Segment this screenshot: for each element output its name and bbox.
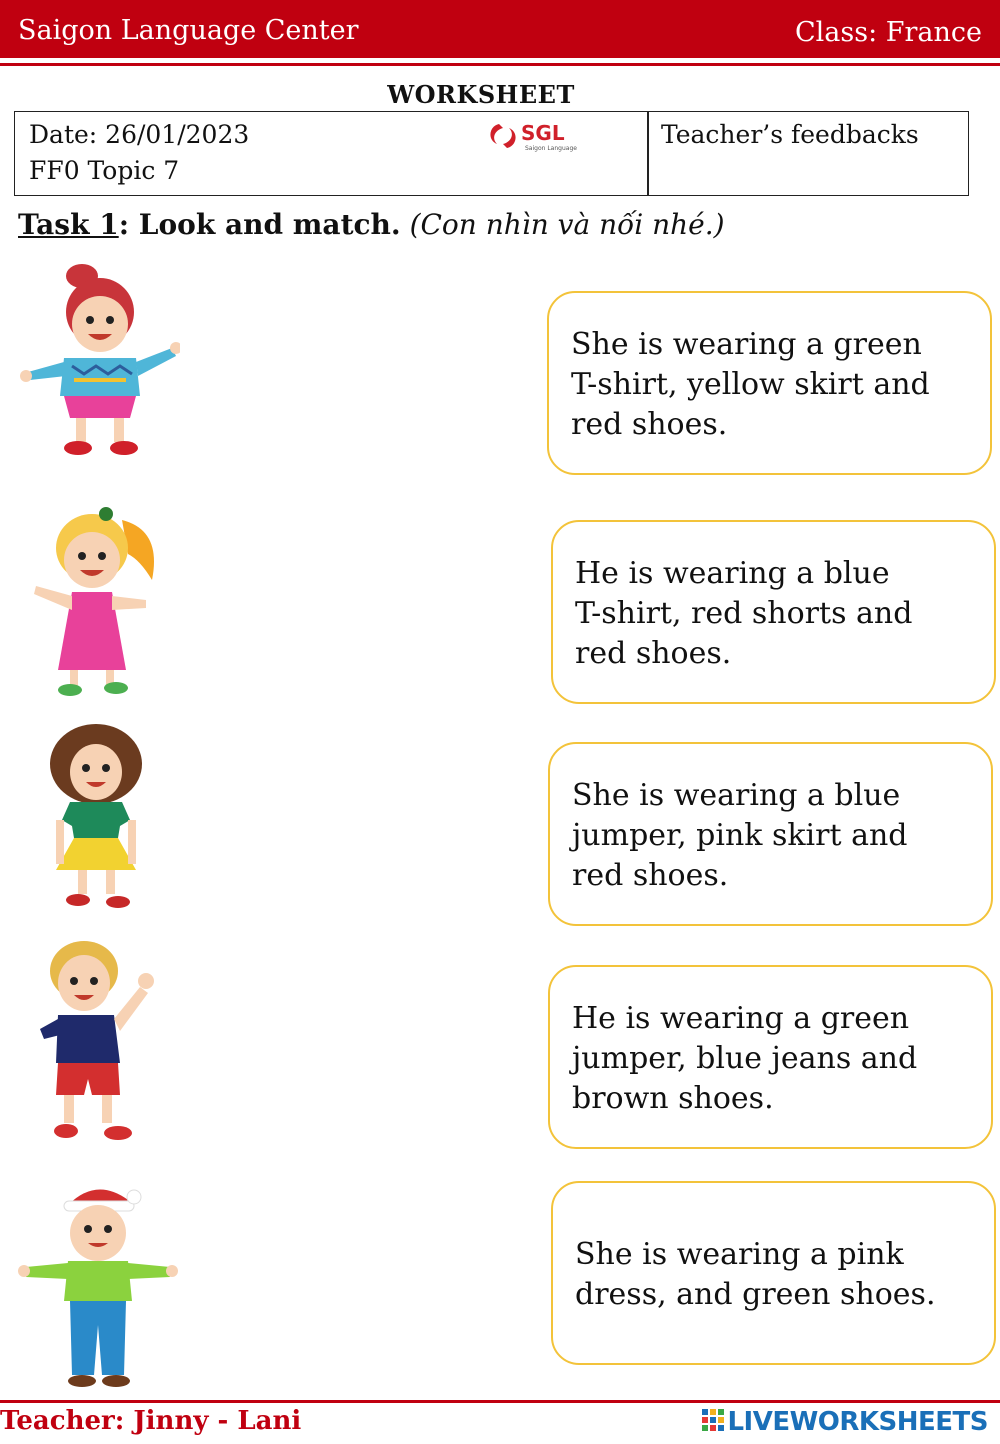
task-heading: [18, 208, 725, 241]
info-table: [14, 111, 969, 196]
kid-picture-4[interactable]: [34, 935, 159, 1145]
class-name: Class: France: [794, 17, 982, 48]
sentence-5-line-2: dress, and green shoes.: [575, 1277, 936, 1312]
sentence-3-line-3: red shoes.: [572, 858, 729, 893]
sentence-2-line-1: He is wearing a blue: [575, 556, 890, 591]
school-name: Saigon Language Center: [18, 15, 359, 46]
worksheet-title: WORKSHEET: [387, 80, 575, 109]
teacher-feedback-label: Teacher’s feedbacks: [661, 120, 919, 149]
sentence-card-1[interactable]: [547, 291, 992, 475]
date-text: Date: 26/01/2023: [29, 120, 250, 149]
task-number: Task 1: [18, 208, 119, 241]
table-divider: [647, 112, 649, 195]
liveworksheets-grid-icon: [702, 1409, 724, 1435]
sentence-card-2[interactable]: [551, 520, 996, 704]
sentence-4-line-2: jumper, blue jeans and: [572, 1041, 918, 1076]
kid-picture-2[interactable]: [22, 500, 167, 700]
liveworksheets-text: LIVEWORKSHEETS: [727, 1407, 988, 1437]
header-divider: [0, 63, 1000, 66]
sentence-1-line-2: T-shirt, yellow skirt and: [571, 367, 930, 402]
svg-text:Saigon Language: Saigon Language: [525, 145, 577, 152]
sentence-card-4[interactable]: [548, 965, 993, 1149]
task-vietnamese: (Con nhìn và nối nhé.): [409, 208, 725, 241]
teacher-names: Teacher: Jinny - Lani: [0, 1406, 302, 1436]
header-bar: [0, 0, 1000, 58]
task-instruction: : Look and match.: [118, 208, 401, 241]
sgl-logo: [485, 118, 585, 154]
liveworksheets-logo[interactable]: [702, 1404, 988, 1440]
sentence-4-line-1: He is wearing a green: [572, 1001, 910, 1036]
sentence-2-line-2: T-shirt, red shorts and: [575, 596, 913, 631]
kid-picture-3[interactable]: [40, 720, 155, 910]
sentence-card-5[interactable]: [551, 1181, 996, 1365]
sentence-1-line-3: red shoes.: [571, 407, 728, 442]
sentence-1-line-1: She is wearing a green: [571, 327, 922, 362]
sentence-card-3[interactable]: [548, 742, 993, 926]
sentence-5-line-1: She is wearing a pink: [575, 1237, 904, 1272]
sentence-3-line-2: jumper, pink skirt and: [572, 818, 908, 853]
sentence-2-line-3: red shoes.: [575, 636, 732, 671]
footer-divider: [0, 1400, 1000, 1403]
topic-text: FF0 Topic 7: [29, 156, 180, 185]
kid-picture-1[interactable]: [20, 262, 180, 462]
kid-picture-5[interactable]: [18, 1175, 178, 1390]
sentence-4-line-3: brown shoes.: [572, 1081, 774, 1116]
svg-text:SGL: SGL: [521, 121, 565, 145]
sentence-3-line-1: She is wearing a blue: [572, 778, 901, 813]
